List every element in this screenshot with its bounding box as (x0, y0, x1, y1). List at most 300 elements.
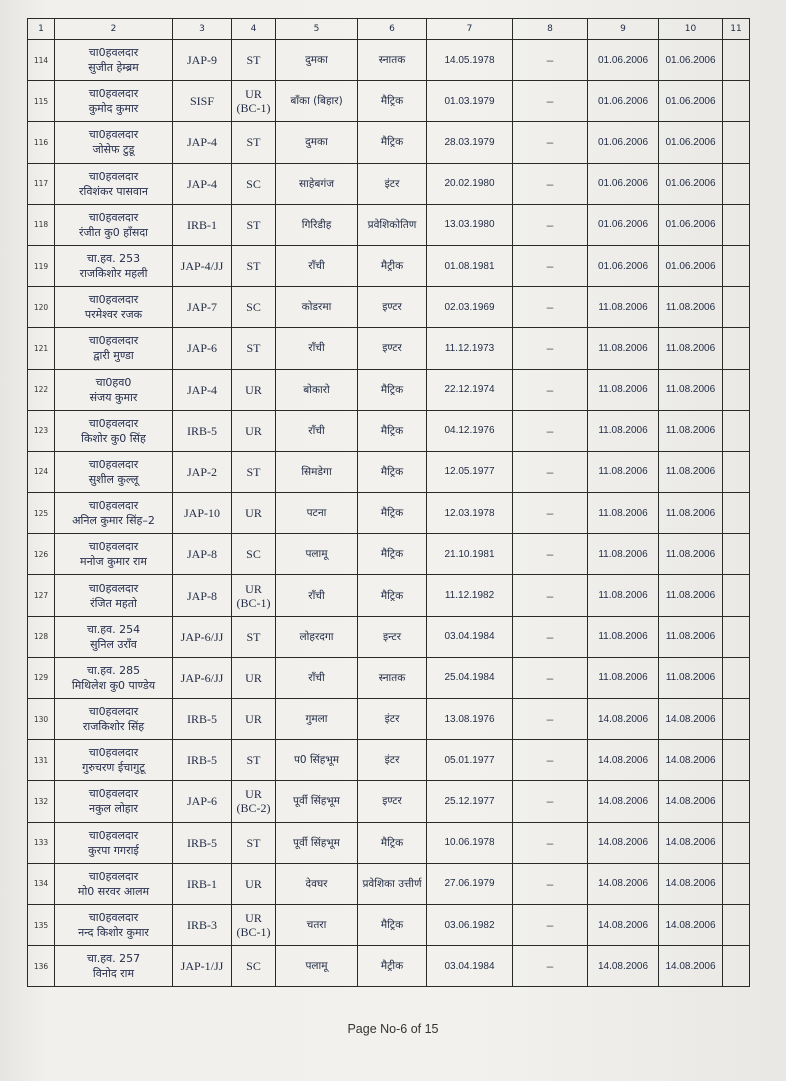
district: दुमका (276, 40, 358, 81)
unit-code: JAP-6/JJ (173, 616, 232, 657)
category: SC (232, 163, 276, 204)
column-8-value: – (513, 328, 588, 369)
table-row (28, 204, 750, 245)
qualification: मैट्रिक (358, 410, 427, 451)
column-8-value: – (513, 616, 588, 657)
column-8-value: – (513, 81, 588, 122)
qualification: इंटर (358, 699, 427, 740)
rank-and-name (55, 328, 173, 369)
unit-code: JAP-4/JJ (173, 245, 232, 286)
rank-and-name (55, 163, 173, 204)
rank-and-name (55, 493, 173, 534)
person-name: द्वारी मुण्डा (93, 349, 134, 363)
category: ST (232, 822, 276, 863)
serial-number: 124 (28, 451, 55, 492)
column-11-value (723, 946, 750, 987)
date-column-10: 01.06.2006 (659, 40, 723, 81)
unit-code: JAP-9 (173, 40, 232, 81)
date-column-10: 01.06.2006 (659, 163, 723, 204)
table-row (28, 287, 750, 328)
date-of-birth: 02.03.1969 (427, 287, 513, 328)
unit-code: IRB-5 (173, 740, 232, 781)
table-row (28, 616, 750, 657)
rank-text: चा0हवलदार (88, 46, 139, 60)
qualification: स्नातक (358, 657, 427, 698)
qualification: मैट्रीक (358, 245, 427, 286)
rank-text: चा.हव. 257 (86, 952, 141, 966)
col-header: 2 (55, 19, 173, 40)
column-11-value (723, 410, 750, 451)
rank-and-name (55, 822, 173, 863)
unit-code: JAP-6/JJ (173, 657, 232, 698)
table-row (28, 451, 750, 492)
rank-text: चा0हवलदार (88, 828, 139, 842)
column-11-value (723, 616, 750, 657)
rank-and-name (55, 863, 173, 904)
column-8-value: – (513, 781, 588, 822)
rank-text: चा0हवलदार (88, 787, 139, 801)
date-column-10: 11.08.2006 (659, 534, 723, 575)
rank-text: चा0हवलदार (88, 416, 139, 430)
page-number: Page No-6 of 15 (347, 1022, 439, 1036)
rank-and-name (55, 122, 173, 163)
unit-code: JAP-2 (173, 451, 232, 492)
district: कोडरमा (276, 287, 358, 328)
date-column-10: 11.08.2006 (659, 287, 723, 328)
district: प0 सिंहभूम (276, 740, 358, 781)
date-of-birth: 11.12.1973 (427, 328, 513, 369)
qualification: इण्टर (358, 781, 427, 822)
rank-and-name (55, 946, 173, 987)
date-column-10: 14.08.2006 (659, 822, 723, 863)
table-row (28, 410, 750, 451)
column-8-value: – (513, 245, 588, 286)
col-header: 9 (588, 19, 659, 40)
date-of-birth: 11.12.1982 (427, 575, 513, 616)
category: UR (BC-1) (232, 904, 276, 945)
column-11-value (723, 40, 750, 81)
district: राँची (276, 328, 358, 369)
person-name: किशोर कु0 सिंह (81, 431, 146, 445)
unit-code: JAP-4 (173, 369, 232, 410)
date-column-9: 11.08.2006 (588, 493, 659, 534)
serial-number: 119 (28, 245, 55, 286)
table-row (28, 534, 750, 575)
rank-text: चा0हवलदार (88, 334, 139, 348)
category: UR (232, 369, 276, 410)
qualification: प्रवेशिका उत्तीर्ण (358, 863, 427, 904)
date-of-birth: 28.03.1979 (427, 122, 513, 163)
district: राँची (276, 575, 358, 616)
rank-and-name (55, 575, 173, 616)
district: राँची (276, 410, 358, 451)
date-of-birth: 12.05.1977 (427, 451, 513, 492)
date-of-birth: 13.08.1976 (427, 699, 513, 740)
date-of-birth: 03.04.1984 (427, 946, 513, 987)
rank-and-name (55, 657, 173, 698)
serial-number: 126 (28, 534, 55, 575)
date-column-10: 11.08.2006 (659, 451, 723, 492)
date-column-10: 14.08.2006 (659, 699, 723, 740)
unit-code: IRB-1 (173, 204, 232, 245)
date-column-9: 11.08.2006 (588, 369, 659, 410)
serial-number: 115 (28, 81, 55, 122)
date-of-birth: 04.12.1976 (427, 410, 513, 451)
category: UR (BC-1) (232, 81, 276, 122)
rank-text: चा.हव. 285 (86, 663, 141, 677)
qualification: मैट्रिक (358, 534, 427, 575)
table-row (28, 493, 750, 534)
table-row (28, 328, 750, 369)
qualification: मैट्रीक (358, 946, 427, 987)
col-header: 8 (513, 19, 588, 40)
serial-number: 135 (28, 904, 55, 945)
qualification: मैट्रिक (358, 451, 427, 492)
category: SC (232, 287, 276, 328)
district: दुमका (276, 122, 358, 163)
column-8-value: – (513, 946, 588, 987)
rank-text: चा0हवलदार (88, 869, 139, 883)
rank-and-name (55, 616, 173, 657)
col-header: 6 (358, 19, 427, 40)
col-header: 11 (723, 19, 750, 40)
date-column-10: 11.08.2006 (659, 575, 723, 616)
category: ST (232, 328, 276, 369)
serial-number: 125 (28, 493, 55, 534)
unit-code: JAP-8 (173, 534, 232, 575)
qualification: इन्टर (358, 616, 427, 657)
column-8-value: – (513, 534, 588, 575)
date-column-10: 11.08.2006 (659, 410, 723, 451)
person-name: जोसेफ टुडू (92, 143, 135, 157)
person-name: राजकिशोर महली (79, 267, 148, 281)
district: पलामू (276, 534, 358, 575)
table-row (28, 699, 750, 740)
column-11-value (723, 699, 750, 740)
person-name: राजकिशोर सिंह (82, 720, 145, 734)
serial-number: 129 (28, 657, 55, 698)
column-11-value (723, 122, 750, 163)
column-11-value (723, 904, 750, 945)
rank-text: चा.हव. 254 (86, 622, 141, 636)
category: SC (232, 534, 276, 575)
date-column-10: 01.06.2006 (659, 81, 723, 122)
date-column-9: 11.08.2006 (588, 657, 659, 698)
date-column-9: 01.06.2006 (588, 40, 659, 81)
unit-code: JAP-6 (173, 781, 232, 822)
date-of-birth: 01.03.1979 (427, 81, 513, 122)
table-row (28, 81, 750, 122)
column-11-value (723, 575, 750, 616)
rank-text: चा0हवलदार (88, 540, 139, 554)
column-8-value: – (513, 204, 588, 245)
column-11-value (723, 245, 750, 286)
rank-and-name (55, 451, 173, 492)
date-column-9: 01.06.2006 (588, 204, 659, 245)
person-name: गुरुचरण ईचागुटू (82, 761, 145, 775)
rank-text: चा0हवलदार (88, 746, 139, 760)
col-header: 1 (28, 19, 55, 40)
date-column-10: 11.08.2006 (659, 493, 723, 534)
column-11-value (723, 534, 750, 575)
serial-number: 134 (28, 863, 55, 904)
qualification: मैट्रिक (358, 575, 427, 616)
district: लोहरदगा (276, 616, 358, 657)
date-column-10: 14.08.2006 (659, 781, 723, 822)
qualification: स्नातक (358, 40, 427, 81)
qualification: इंटर (358, 740, 427, 781)
rank-text: चा0हवलदार (88, 911, 139, 925)
table-row (28, 657, 750, 698)
category: ST (232, 245, 276, 286)
date-column-9: 14.08.2006 (588, 740, 659, 781)
district: बाँका (बिहार) (276, 81, 358, 122)
person-name: रंजीत कु0 हाँसदा (78, 225, 149, 239)
district: चतरा (276, 904, 358, 945)
person-name: कुरपा गगराई (88, 843, 139, 857)
date-of-birth: 25.12.1977 (427, 781, 513, 822)
rank-text: चा.हव. 253 (86, 252, 141, 266)
column-8-value: – (513, 163, 588, 204)
person-name: नकुल लोहार (88, 802, 138, 816)
unit-code: JAP-8 (173, 575, 232, 616)
rank-and-name (55, 40, 173, 81)
person-name: मनोज कुमार राम (80, 555, 147, 569)
date-column-9: 11.08.2006 (588, 328, 659, 369)
column-11-value (723, 163, 750, 204)
rank-and-name (55, 369, 173, 410)
rank-and-name (55, 904, 173, 945)
col-header: 3 (173, 19, 232, 40)
serial-number: 128 (28, 616, 55, 657)
date-of-birth: 05.01.1977 (427, 740, 513, 781)
rank-and-name (55, 699, 173, 740)
column-8-value: – (513, 740, 588, 781)
rank-text: चा0हवलदार (88, 87, 139, 101)
rank-and-name (55, 204, 173, 245)
table-row (28, 781, 750, 822)
person-name: विनोद राम (92, 967, 135, 981)
column-8-value: – (513, 699, 588, 740)
column-8-value: – (513, 369, 588, 410)
qualification: मैट्रिक (358, 493, 427, 534)
rank-text: चा0हवलदार (88, 581, 139, 595)
rank-and-name (55, 740, 173, 781)
column-8-value: – (513, 863, 588, 904)
person-name: अनिल कुमार सिंह–2 (72, 514, 155, 528)
rank-text: चा0हवलदार (88, 705, 139, 719)
district: पूर्वी सिंहभूम (276, 781, 358, 822)
column-8-value: – (513, 287, 588, 328)
serial-number: 131 (28, 740, 55, 781)
category: UR (232, 493, 276, 534)
qualification: मैट्रिक (358, 122, 427, 163)
category: ST (232, 204, 276, 245)
category: UR (232, 657, 276, 698)
unit-code: JAP-4 (173, 122, 232, 163)
date-column-9: 01.06.2006 (588, 122, 659, 163)
qualification: मैट्रिक (358, 81, 427, 122)
person-name: नन्द किशोर कुमार (78, 926, 149, 940)
column-11-value (723, 493, 750, 534)
column-8-value: – (513, 451, 588, 492)
date-of-birth: 21.10.1981 (427, 534, 513, 575)
category: UR (232, 410, 276, 451)
person-name: रंजित महतो (90, 596, 137, 610)
rank-and-name (55, 534, 173, 575)
district: राँची (276, 245, 358, 286)
person-name: रविशंकर पासवान (79, 184, 148, 198)
date-of-birth: 03.06.1982 (427, 904, 513, 945)
person-name: मिथिलेश कु0 पाण्डेय (71, 678, 156, 692)
date-of-birth: 27.06.1979 (427, 863, 513, 904)
date-column-9: 14.08.2006 (588, 904, 659, 945)
date-column-9: 11.08.2006 (588, 534, 659, 575)
date-column-10: 14.08.2006 (659, 863, 723, 904)
column-11-value (723, 328, 750, 369)
category: UR (BC-1) (232, 575, 276, 616)
rank-text: चा0हवलदार (88, 210, 139, 224)
category: ST (232, 616, 276, 657)
table-row (28, 245, 750, 286)
district: सिमडेगा (276, 451, 358, 492)
rank-text: चा0हवलदार (88, 457, 139, 471)
district: बोकारो (276, 369, 358, 410)
column-11-value (723, 863, 750, 904)
col-header: 7 (427, 19, 513, 40)
unit-code: IRB-1 (173, 863, 232, 904)
unit-code: JAP-1/JJ (173, 946, 232, 987)
district: पटना (276, 493, 358, 534)
person-name: मो0 सरवर आलम (77, 884, 150, 898)
column-8-value: – (513, 40, 588, 81)
column-8-value: – (513, 493, 588, 534)
serial-number: 117 (28, 163, 55, 204)
person-name: सुजीत हेम्ब्रम (88, 61, 139, 75)
district: देवघर (276, 863, 358, 904)
rank-text: चा0हवलदार (88, 128, 139, 142)
date-column-9: 14.08.2006 (588, 863, 659, 904)
table-row (28, 122, 750, 163)
person-name: कुमोद कुमार (88, 102, 139, 116)
serial-number: 114 (28, 40, 55, 81)
unit-code: JAP-7 (173, 287, 232, 328)
unit-code: JAP-4 (173, 163, 232, 204)
serial-number: 132 (28, 781, 55, 822)
district: राँची (276, 657, 358, 698)
date-column-10: 14.08.2006 (659, 904, 723, 945)
table-row (28, 163, 750, 204)
person-name: परमेश्वर रजक (84, 308, 143, 322)
rank-text: चा0हव0 (95, 375, 132, 389)
serial-number: 116 (28, 122, 55, 163)
serial-number: 121 (28, 328, 55, 369)
date-column-10: 11.08.2006 (659, 657, 723, 698)
date-column-10: 01.06.2006 (659, 122, 723, 163)
qualification: इण्टर (358, 328, 427, 369)
serial-number: 122 (28, 369, 55, 410)
column-11-value (723, 369, 750, 410)
date-column-9: 01.06.2006 (588, 81, 659, 122)
serial-number: 127 (28, 575, 55, 616)
date-column-10: 11.08.2006 (659, 369, 723, 410)
unit-code: JAP-10 (173, 493, 232, 534)
table-row (28, 946, 750, 987)
serial-number: 118 (28, 204, 55, 245)
header-row (28, 19, 750, 40)
unit-code: IRB-3 (173, 904, 232, 945)
category: ST (232, 122, 276, 163)
column-8-value: – (513, 657, 588, 698)
date-of-birth: 25.04.1984 (427, 657, 513, 698)
table-row (28, 822, 750, 863)
table-row (28, 575, 750, 616)
rank-and-name (55, 245, 173, 286)
qualification: इंटर (358, 163, 427, 204)
district: गुमला (276, 699, 358, 740)
date-column-10: 11.08.2006 (659, 616, 723, 657)
serial-number: 123 (28, 410, 55, 451)
qualification: मैट्रिक (358, 369, 427, 410)
column-11-value (723, 451, 750, 492)
column-11-value (723, 287, 750, 328)
table-row (28, 369, 750, 410)
rank-and-name (55, 410, 173, 451)
person-name: सुशील कुल्लू (88, 472, 139, 486)
date-column-10: 14.08.2006 (659, 740, 723, 781)
qualification: इण्टर (358, 287, 427, 328)
rank-text: चा0हवलदार (88, 169, 139, 183)
rank-text: चा0हवलदार (88, 293, 139, 307)
column-11-value (723, 822, 750, 863)
qualification: मैट्रिक (358, 904, 427, 945)
person-name: सुनिल उराँव (90, 637, 137, 651)
date-of-birth: 12.03.1978 (427, 493, 513, 534)
category: SC (232, 946, 276, 987)
unit-code: IRB-5 (173, 822, 232, 863)
unit-code: SISF (173, 81, 232, 122)
rank-text: चा0हवलदार (88, 499, 139, 513)
column-8-value: – (513, 575, 588, 616)
date-column-9: 14.08.2006 (588, 781, 659, 822)
category: ST (232, 451, 276, 492)
date-of-birth: 20.02.1980 (427, 163, 513, 204)
date-column-9: 01.06.2006 (588, 163, 659, 204)
date-of-birth: 13.03.1980 (427, 204, 513, 245)
unit-code: IRB-5 (173, 410, 232, 451)
serial-number: 133 (28, 822, 55, 863)
unit-code: JAP-6 (173, 328, 232, 369)
serial-number: 130 (28, 699, 55, 740)
column-8-value: – (513, 822, 588, 863)
date-column-10: 01.06.2006 (659, 204, 723, 245)
rank-and-name (55, 81, 173, 122)
date-of-birth: 03.04.1984 (427, 616, 513, 657)
rank-and-name (55, 287, 173, 328)
date-column-10: 01.06.2006 (659, 245, 723, 286)
date-of-birth: 10.06.1978 (427, 822, 513, 863)
col-header: 4 (232, 19, 276, 40)
date-column-10: 11.08.2006 (659, 328, 723, 369)
date-column-9: 14.08.2006 (588, 822, 659, 863)
district: गिरिडीह (276, 204, 358, 245)
category: ST (232, 740, 276, 781)
column-11-value (723, 81, 750, 122)
date-column-9: 11.08.2006 (588, 575, 659, 616)
col-header: 5 (276, 19, 358, 40)
table-row (28, 40, 750, 81)
date-column-9: 11.08.2006 (588, 616, 659, 657)
